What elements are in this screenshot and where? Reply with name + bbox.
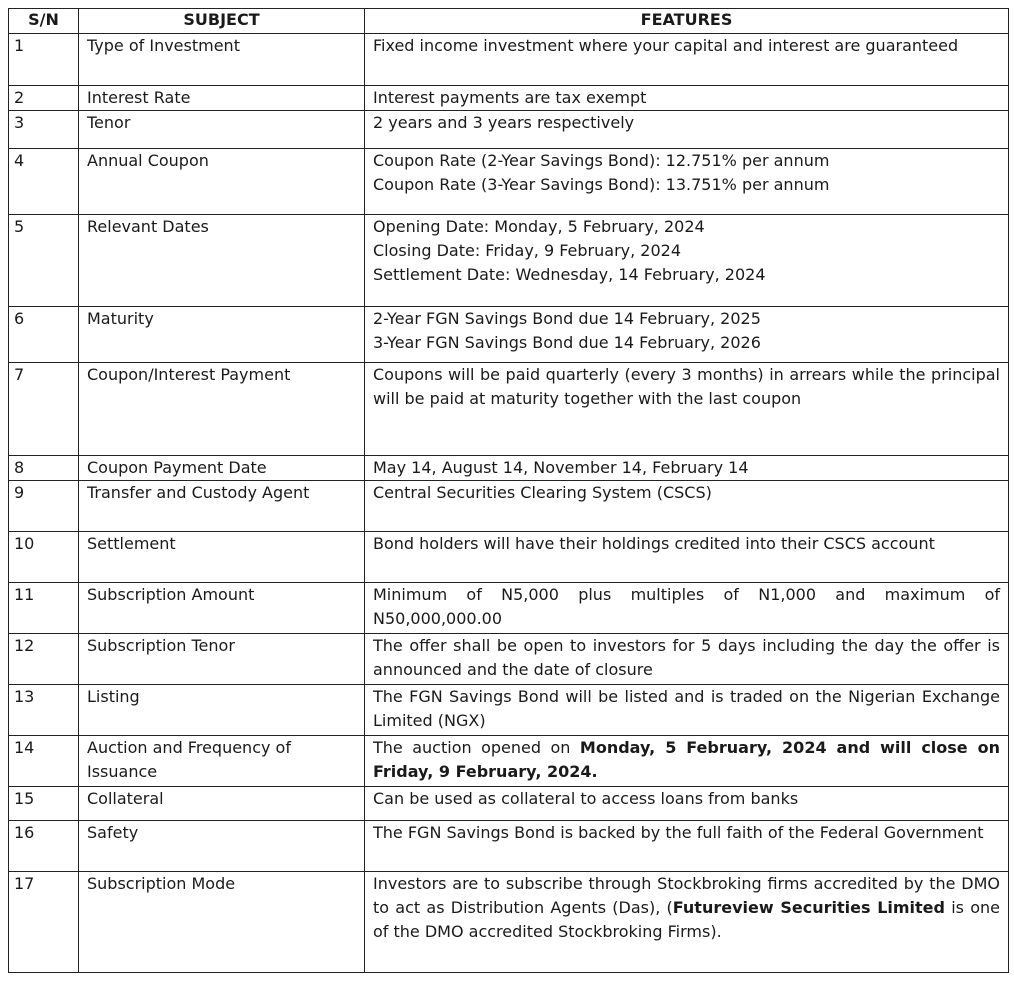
row-features — [365, 111, 1009, 149]
row-subject: Relevant Dates — [79, 215, 365, 307]
table-row — [9, 86, 1009, 111]
row-subject: Listing — [79, 685, 365, 736]
feature-line: Coupons will be paid quarterly (every 3 months) in arrears while the principal will be paid at maturity together with the last coupon — [373, 365, 1000, 408]
row-subject: Maturity — [79, 307, 365, 363]
row-sn: 16 — [9, 821, 79, 872]
row-sn: 14 — [9, 736, 79, 787]
row-subject: Collateral — [79, 787, 365, 821]
row-subject: Settlement — [79, 532, 365, 583]
feature-text: is one of the DMO accredited Stockbroking Firms). — [373, 898, 1000, 941]
table-row — [9, 215, 1009, 307]
feature-bold-text: Futureview Securities Limited — [672, 898, 945, 917]
row-subject: Interest Rate — [79, 86, 365, 111]
feature-line: The FGN Savings Bond will be listed and is traded on the Nigerian Exchange Limited (NGX) — [373, 687, 1000, 730]
feature-line: Central Securities Clearing System (CSCS) — [373, 483, 712, 502]
row-subject: Coupon/Interest Payment — [79, 363, 365, 456]
row-features — [365, 307, 1009, 363]
table-row — [9, 456, 1009, 481]
row-subject: Auction and Frequency of Issuance — [79, 736, 365, 787]
row-features — [365, 456, 1009, 481]
row-subject: Subscription Mode — [79, 872, 365, 973]
row-sn: 3 — [9, 111, 79, 149]
feature-line: Coupon Rate (2-Year Savings Bond): 12.751% per annum — [373, 151, 830, 170]
header-sn: S/N — [9, 9, 79, 34]
row-features — [365, 149, 1009, 215]
row-features — [365, 634, 1009, 685]
feature-line: Opening Date: Monday, 5 February, 2024 — [373, 217, 705, 236]
feature-line: Can be used as collateral to access loans from banks — [373, 789, 799, 808]
feature-line: The offer shall be open to investors for 5 days including the day the offer is announced and the date of closure — [373, 636, 1000, 679]
feature-line: Minimum of N5,000 plus multiples of N1,000 and maximum of N50,000,000.00 — [373, 585, 1000, 628]
feature-line: Interest payments are tax exempt — [373, 88, 647, 107]
row-sn: 13 — [9, 685, 79, 736]
table-row — [9, 787, 1009, 821]
row-sn: 8 — [9, 456, 79, 481]
table-row — [9, 532, 1009, 583]
row-subject: Transfer and Custody Agent — [79, 481, 365, 532]
row-sn: 5 — [9, 215, 79, 307]
table-row — [9, 736, 1009, 787]
header-subject: SUBJECT — [79, 9, 365, 34]
feature-line: May 14, August 14, November 14, February 14 — [373, 458, 749, 477]
row-features — [365, 363, 1009, 456]
feature-line: 2 years and 3 years respectively — [373, 113, 635, 132]
table-row — [9, 685, 1009, 736]
row-sn: 2 — [9, 86, 79, 111]
table-row — [9, 149, 1009, 215]
row-features — [365, 872, 1009, 973]
row-sn: 7 — [9, 363, 79, 456]
row-sn: 10 — [9, 532, 79, 583]
feature-line: 2-Year FGN Savings Bond due 14 February, 2025 — [373, 309, 761, 328]
row-features — [365, 532, 1009, 583]
row-features — [365, 787, 1009, 821]
table-row — [9, 583, 1009, 634]
row-features — [365, 821, 1009, 872]
row-features — [365, 215, 1009, 307]
header-row — [9, 9, 1009, 34]
row-subject: Subscription Tenor — [79, 634, 365, 685]
row-features — [365, 736, 1009, 787]
row-subject: Safety — [79, 821, 365, 872]
row-sn: 17 — [9, 872, 79, 973]
row-sn: 1 — [9, 34, 79, 86]
row-subject: Tenor — [79, 111, 365, 149]
feature-line: Fixed income investment where your capital and interest are guaranteed — [373, 36, 959, 55]
row-subject: Annual Coupon — [79, 149, 365, 215]
feature-text: The auction opened on — [373, 738, 580, 757]
table-row — [9, 821, 1009, 872]
row-features — [365, 86, 1009, 111]
feature-text: Investors are to subscribe through Stockbroking firms accredited by the DMO to act as Distribution Agents (Das), ( — [373, 874, 1000, 917]
feature-line: The FGN Savings Bond is backed by the full faith of the Federal Government — [373, 823, 984, 842]
row-sn: 15 — [9, 787, 79, 821]
row-subject: Type of Investment — [79, 34, 365, 86]
row-features — [365, 685, 1009, 736]
row-sn: 11 — [9, 583, 79, 634]
feature-line: Closing Date: Friday, 9 February, 2024 — [373, 241, 682, 260]
table-row — [9, 363, 1009, 456]
table-row — [9, 634, 1009, 685]
feature-line: Coupon Rate (3-Year Savings Bond): 13.751% per annum — [373, 175, 830, 194]
row-features — [365, 34, 1009, 86]
row-sn: 4 — [9, 149, 79, 215]
row-sn: 12 — [9, 634, 79, 685]
feature-bold-text: Monday, 5 February, 2024 and will close on Friday, 9 February, 2024. — [373, 738, 1000, 781]
feature-line: Settlement Date: Wednesday, 14 February, 2024 — [373, 265, 766, 284]
row-subject: Coupon Payment Date — [79, 456, 365, 481]
table-row — [9, 111, 1009, 149]
feature-line: Bond holders will have their holdings credited into their CSCS account — [373, 534, 935, 553]
row-sn: 6 — [9, 307, 79, 363]
header-features: FEATURES — [365, 9, 1009, 34]
table-row — [9, 481, 1009, 532]
table-row — [9, 34, 1009, 86]
row-sn: 9 — [9, 481, 79, 532]
fgn-savings-bond-table — [8, 8, 1009, 973]
table-row — [9, 872, 1009, 973]
row-subject: Subscription Amount — [79, 583, 365, 634]
row-features — [365, 481, 1009, 532]
row-features — [365, 583, 1009, 634]
table-row — [9, 307, 1009, 363]
feature-line: 3-Year FGN Savings Bond due 14 February, 2026 — [373, 333, 761, 352]
